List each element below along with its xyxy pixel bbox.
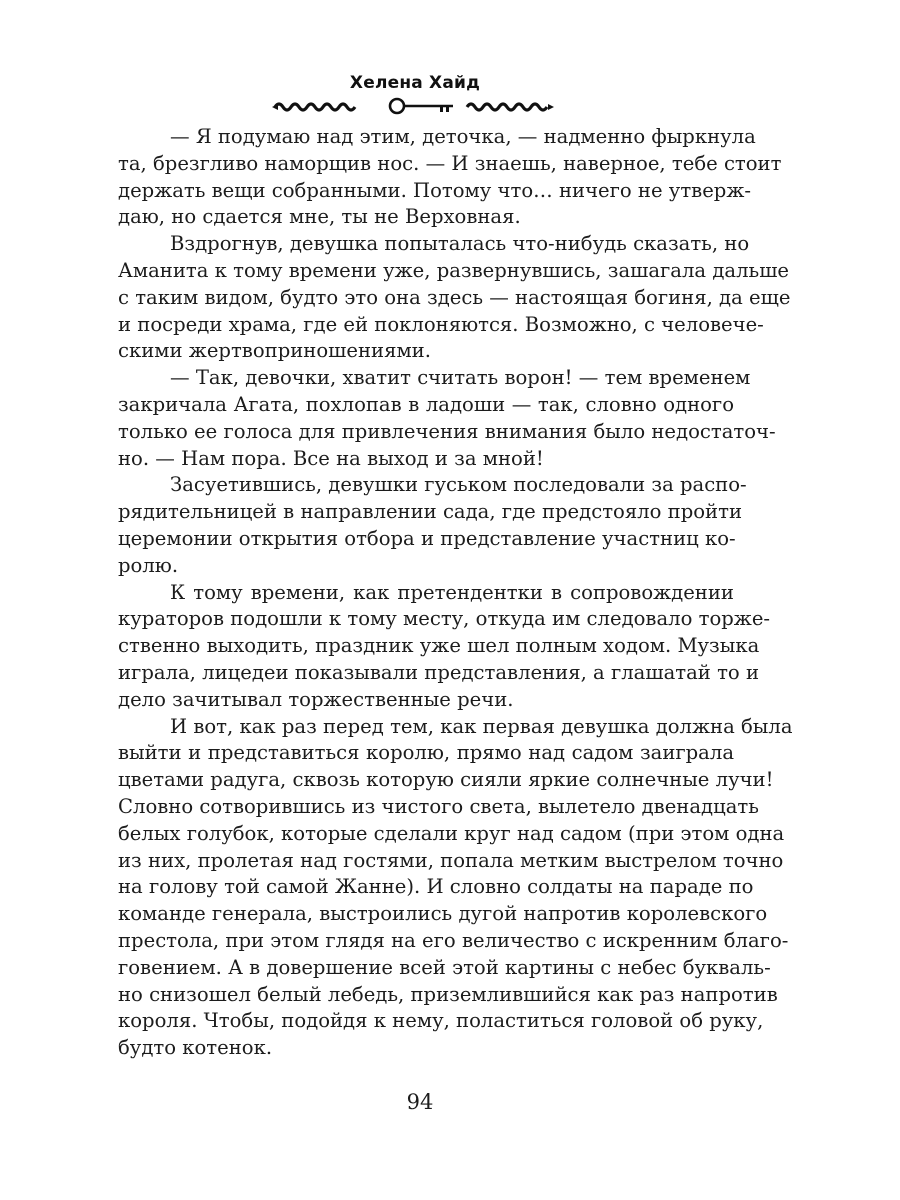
- text-line: команде генерала, выстроились дугой напротив королевского: [118, 902, 768, 926]
- text-line: белых голубок, которые сделали круг над садом (при этом одна: [118, 821, 785, 845]
- text-line: церемонии открытия отбора и представление участниц ко-: [118, 526, 736, 550]
- text-line: играла, лицедеи показывали представления, а глашатай то и: [118, 660, 759, 684]
- page-number: 94: [406, 1090, 434, 1114]
- text-line: — Я подумаю над этим, деточка, — надменно фыркнула: [170, 125, 756, 148]
- text-line: дело зачитывал торжественные речи.: [118, 687, 514, 711]
- text-line: с таким видом, будто это она здесь — настоящая богиня, да еще: [118, 285, 791, 309]
- text-line: цветами радуга, сквозь которую сияли яркие солнечные лучи!: [118, 768, 774, 792]
- text-line: кураторов подошли к тому месту, откуда им следовало торже-: [118, 607, 771, 631]
- text-line: рядительницей в направлении сада, где предстояло пройти: [118, 500, 743, 524]
- text-line: держать вещи собранными. Потому что… ничего не утверж-: [118, 178, 751, 202]
- text-line: на голову той самой Жанне). И словно солдаты на параде по: [118, 875, 754, 899]
- text-line: будто котенок.: [118, 1036, 273, 1060]
- text-line: но снизошел белый лебедь, приземлившийся как раз напротив: [118, 982, 778, 1006]
- text-line: ственно выходить, праздник уже шел полным ходом. Музыка: [118, 634, 760, 658]
- text-line: выйти и представиться королю, прямо над садом заиграла: [118, 741, 734, 765]
- text-line: говением. А в довершение всей этой картины с небес букваль-: [118, 955, 771, 979]
- body-text: [118, 124, 793, 1062]
- text-line: К тому времени, как претендентки в сопровождении: [170, 580, 734, 604]
- text-line: И вот, как раз перед тем, как первая девушка должна была: [170, 714, 793, 738]
- text-line: только ее голоса для привлечения внимания было недостаточ-: [118, 419, 776, 443]
- text-line: из них, пролетая над гостями, попала метким выстрелом точно: [118, 848, 784, 872]
- text-line: та, брезгливо наморщив нос. — И знаешь, наверное, тебе стоит: [118, 151, 782, 175]
- text-line: короля. Чтобы, подойдя к нему, поластиться головой об руку,: [118, 1009, 764, 1033]
- key-ornament-icon: [270, 95, 570, 117]
- text-line: ролю.: [118, 553, 179, 577]
- text-line: — Так, девочки, хватит считать ворон! — тем временем: [170, 366, 751, 390]
- text-line: закричала Агата, похлопав в ладоши — так, словно одного: [118, 392, 734, 416]
- text-line: Словно сотворившись из чистого света, вылетело двенадцать: [118, 794, 759, 818]
- text-line: даю, но сдается мне, ты не Верховная.: [118, 205, 521, 229]
- text-line: престола, при этом глядя на его величество с искренним благо-: [118, 928, 789, 952]
- text-line: скими жертвоприношениями.: [118, 339, 431, 363]
- text-line: Вздрогнув, девушка попыталась что-нибудь сказать, но: [170, 232, 750, 256]
- text-line: Аманита к тому времени уже, развернувшись, зашагала дальше: [118, 258, 790, 282]
- text-line: но. — Нам пора. Все на выход и за мной!: [118, 446, 544, 470]
- running-header-author: Хелена Хайд: [349, 73, 481, 93]
- text-line: Засуетившись, девушки гуськом последовали за распо-: [170, 473, 747, 497]
- text-line: и посреди храма, где ей поклоняются. Возможно, с человече-: [118, 312, 764, 336]
